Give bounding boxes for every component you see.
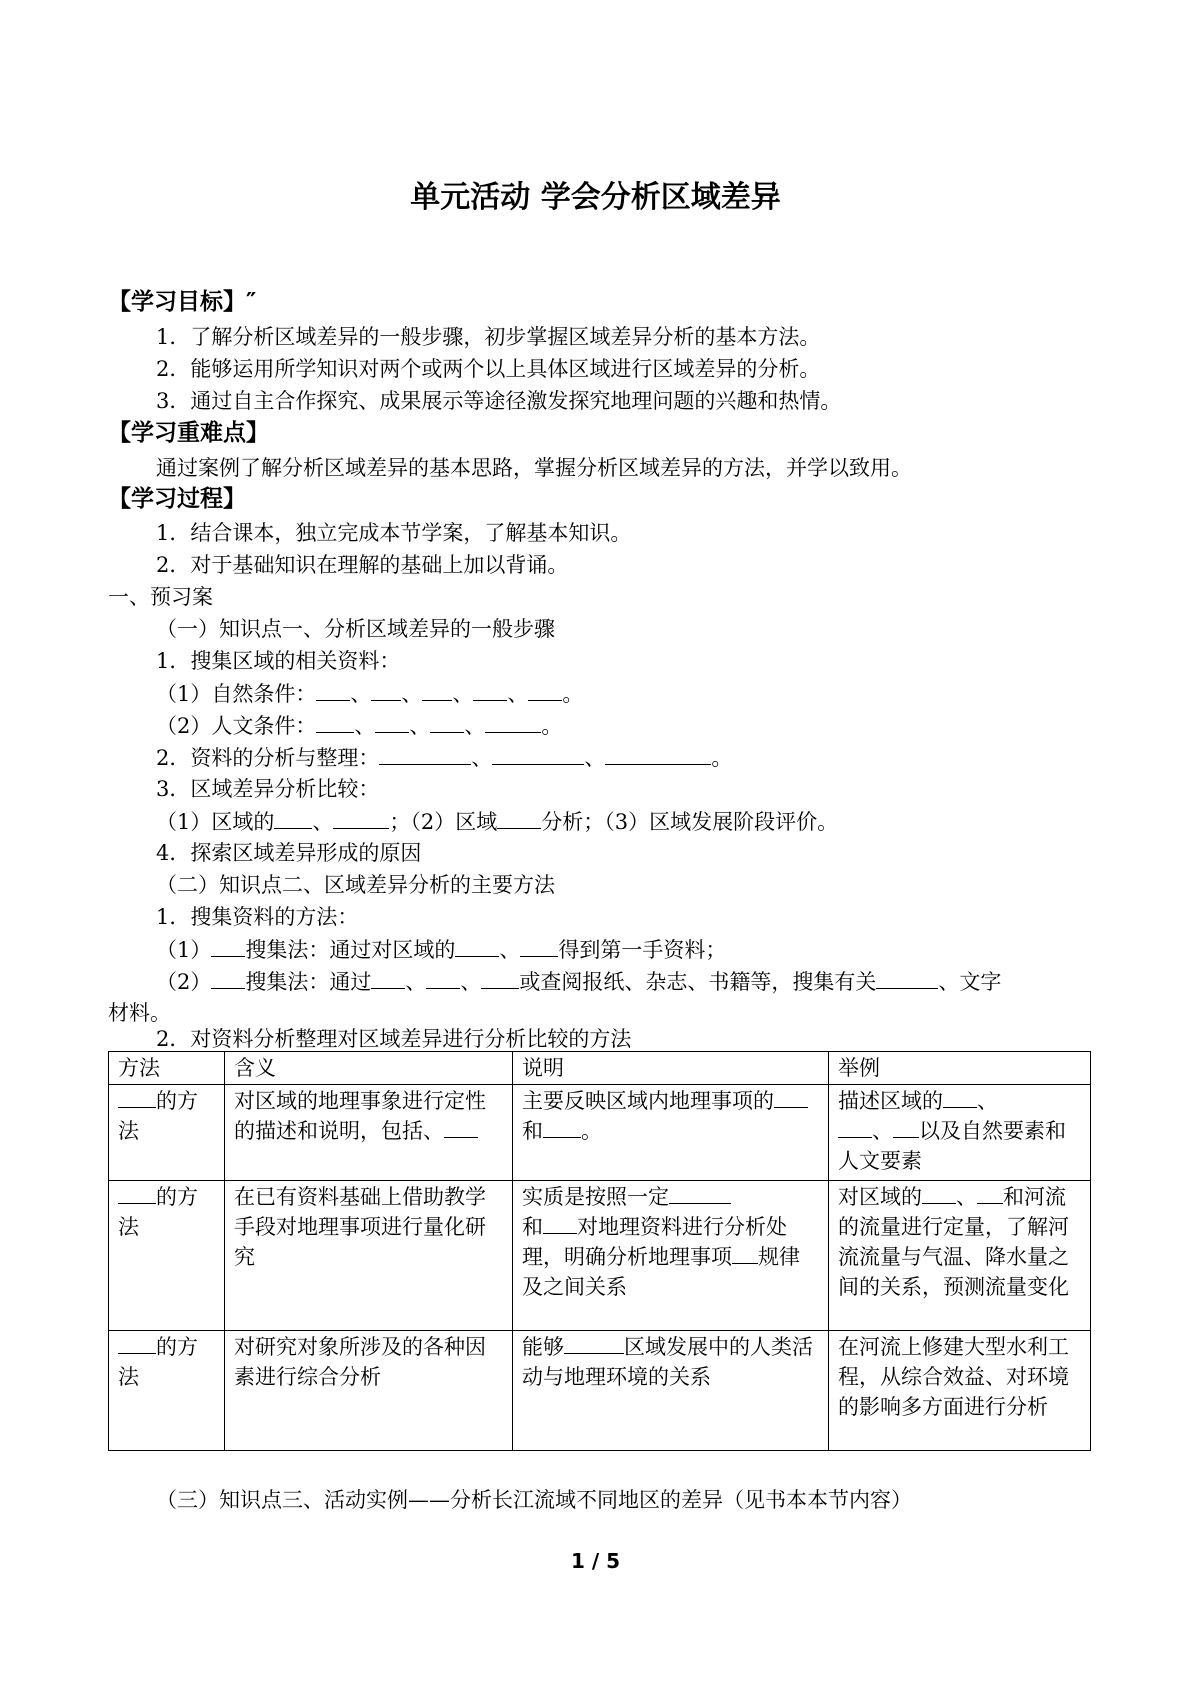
table-cell-meaning: 对区域的地理事象进行定性的描述和说明，包括、 (225, 1085, 513, 1181)
kp1-natural-conditions: （1）自然条件： 、 、 、 、 。 (156, 682, 584, 706)
goal-item: 1．了解分析区域差异的一般步骤，初步掌握区域差异分析的基本方法。 (156, 325, 821, 349)
process-item: 2．对于基础知识在理解的基础上加以背诵。 (156, 553, 569, 577)
kp2-method2: （2） 搜集法：通过 、 、 或查阅报纸、杂志、书籍等，搜集有关 、文字 (156, 970, 1002, 994)
table-cell-explain: 能够 区域发展中的人类活动与地理环境的关系 (513, 1331, 829, 1451)
page-number: 1 / 5 (570, 1549, 621, 1573)
table-cell-example: 对区域的 、 和河流的流量进行定量，了解河流流量与气温、降水量之间的关系，预测流量变化 (829, 1181, 1091, 1331)
table-cell-method: 的方 法 (109, 1331, 225, 1451)
table-cell-explain: 主要反映区域内地理事项的和 。 (513, 1085, 829, 1181)
kp2-method2-cont: 材料。 (108, 1001, 171, 1025)
goals-heading: 【学习目标】″ (108, 289, 257, 315)
table-header: 说明 (513, 1052, 829, 1085)
kp2-step2: 2．对资料分析整理对区域差异进行分析比较的方法 (156, 1027, 632, 1051)
methods-table (108, 1051, 1091, 1451)
keypoints-heading: 【学习重难点】 (108, 420, 269, 446)
kp2-method1: （1） 搜集法：通过对区域的 、 得到第一手资料； (156, 938, 727, 962)
table-cell-method: 的方 法 (109, 1085, 225, 1181)
kp1-step3-items: （1）区域的 、 ；（2）区域 分析；（3）区域发展阶段评价。 (156, 810, 839, 834)
table-cell-example: 描述区域的 、 、 以及自然要素和人文要素 (829, 1085, 1091, 1181)
table-row (109, 1085, 1091, 1181)
table-header: 举例 (829, 1052, 1091, 1085)
goal-item: 3．通过自主合作探究、成果展示等途径激发探究地理问题的兴趣和热情。 (156, 389, 842, 413)
table-cell-explain: 实质是按照一定 和 对地理资料进行分析处理，明确分析地理事项 规律及之间关系 (513, 1181, 829, 1331)
kp1-step4: 4．探索区域差异形成的原因 (156, 841, 422, 865)
kp1-step3: 3．区域差异分析比较： (156, 777, 380, 801)
table-cell-example: 在河流上修建大型水利工程，从综合效益、对环境的影响多方面进行分析 (829, 1331, 1091, 1451)
kp1-title: （一）知识点一、分析区域差异的一般步骤 (156, 617, 555, 641)
table-header-row (109, 1052, 1091, 1085)
kp2-title: （二）知识点二、区域差异分析的主要方法 (156, 873, 555, 897)
kp2-step1: 1．搜集资料的方法： (156, 905, 359, 929)
table-row (109, 1181, 1091, 1331)
table-row (109, 1331, 1091, 1451)
table-cell-meaning: 在已有资料基础上借助教学手段对地理事项进行量化研究 (225, 1181, 513, 1331)
kp1-step2: 2．资料的分析与整理： 、 、 。 (156, 746, 733, 770)
preview-heading: 一、预习案 (108, 585, 213, 609)
table-cell-meaning: 对研究对象所涉及的各种因素进行综合分析 (225, 1331, 513, 1451)
process-item: 1．结合课本，独立完成本节学案，了解基本知识。 (156, 521, 632, 545)
keypoints-text: 通过案例了解分析区域差异的基本思路，掌握分析区域差异的方法，并学以致用。 (156, 456, 912, 480)
kp1-step1: 1．搜集区域的相关资料： (156, 649, 401, 673)
page-title: 单元活动 学会分析区域差异 (410, 180, 781, 215)
kp1-human-conditions: （2）人文条件： 、 、 、 。 (156, 714, 563, 738)
table-header: 方法 (109, 1052, 225, 1085)
process-heading: 【学习过程】 (108, 486, 246, 512)
table-header: 含义 (225, 1052, 513, 1085)
kp3-title: （三）知识点三、活动实例——分析长江流域不同地区的差异（见书本本节内容） (156, 1488, 912, 1512)
goal-item: 2．能够运用所学知识对两个或两个以上具体区域进行区域差异的分析。 (156, 357, 821, 381)
table-cell-method: 的方 法 (109, 1181, 225, 1331)
